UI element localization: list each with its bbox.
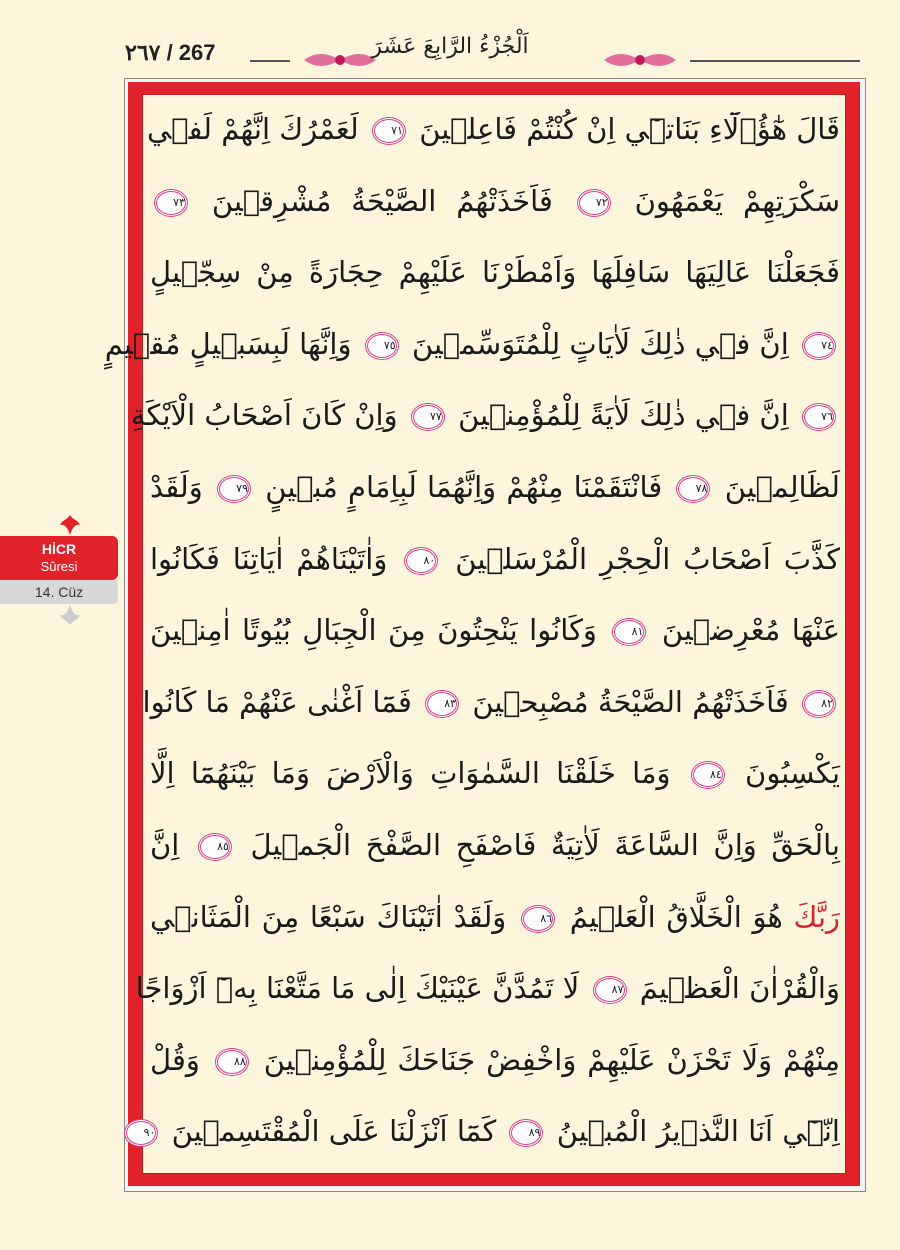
ornament-right-icon	[600, 46, 680, 74]
juz-label: 14. Cüz	[0, 580, 118, 604]
verse-text: فَاَخَذَتْهُمُ الصَّيْحَةُ مُشْرِقٖينَ	[211, 183, 553, 218]
fleur-top-icon	[58, 514, 82, 536]
text-line	[150, 452, 840, 524]
text-line	[150, 738, 840, 810]
ayah-marker-icon: ٧٩	[217, 475, 251, 503]
verse-text: اِنَّ فٖي ذٰلِكَ لَاٰيَةً لِلْمُؤْمِنٖينَ	[458, 398, 789, 433]
ayah-marker-icon: ٨١	[612, 618, 646, 646]
ayah-marker-icon: ٧٢	[577, 189, 611, 217]
page-number: ٢٦٧ / 267	[125, 40, 216, 65]
text-line	[142, 667, 840, 739]
ayah-marker-icon: ٨٨	[215, 1048, 249, 1076]
verse-text: لَا تَمُدَّنَّ عَيْنَيْكَ اِلٰى مَا مَتَّعْنَا بِهٖٓ اَزْوَاجًا	[135, 971, 580, 1006]
verse-text: اِنّٖٓي اَنَا النَّذٖيرُ الْمُبٖينُ	[556, 1114, 840, 1149]
ayah-marker-icon: ٧٣	[154, 189, 188, 217]
ayah-marker-icon: ٨٩	[509, 1119, 543, 1147]
surah-sub: Sûresi	[40, 559, 78, 574]
verse-text: وَقُلْ	[150, 1042, 200, 1077]
ayah-marker-icon: ٧٧	[411, 403, 445, 431]
ayah-marker-icon: ٨٧	[593, 976, 627, 1004]
verse-text: قَالَ هٰٓؤُ۬لَٓاءِ بَنَاتٖٓي اِنْ كُنْتُمْ فَاعِلٖينَ	[419, 112, 840, 146]
ayah-marker-icon: ٧٦	[802, 403, 836, 431]
verse-text: وَاِنْ كَانَ اَصْحَابُ الْاَيْكَةِ	[130, 398, 398, 433]
ayah-marker-icon: ٨٠	[404, 547, 438, 575]
text-line	[135, 953, 840, 1025]
text-line	[150, 166, 840, 238]
header-line-right	[690, 60, 860, 62]
ayah-marker-icon: ٧١	[372, 117, 406, 145]
verse-text: مِنْهُمْ وَلَا تَحْزَنْ عَلَيْهِمْ وَاخْفِضْ جَنَاحَكَ لِلْمُؤْمِنٖينَ	[263, 1042, 841, 1077]
verse-text: فَاَخَذَتْهُمُ الصَّيْحَةُ مُصْبِحٖينَ	[472, 684, 789, 719]
text-line	[150, 882, 840, 954]
ayah-marker-icon: ٧٤	[802, 332, 836, 360]
verse-text: وَالْقُرْاٰنَ الْعَظٖيمَ	[639, 971, 840, 1006]
text-line	[150, 524, 840, 596]
surah-name: HİCR	[41, 541, 77, 557]
text-line	[104, 309, 840, 381]
surah-tab[interactable]	[0, 536, 118, 604]
highlighted-word: رَبَّكَ	[793, 899, 841, 934]
text-line	[150, 810, 840, 882]
verse-text: فَانْتَقَمْنَا مِنْهُمْ وَاِنَّهُمَا لَبِاِمَامٍ مُبٖينٍ	[265, 469, 663, 504]
verse-text: وَكَانُوا يَنْحِتُونَ مِنَ الْجِبَالِ بُيُوتًا اٰمِنٖينَ	[150, 613, 597, 648]
verse-text: اِنَّ فٖي ذٰلِكَ لَاٰيَاتٍ لِلْمُتَوَسِّمٖينَ	[411, 326, 789, 361]
verse-text: فَمَٓا اَغْنٰى عَنْهُمْ مَا كَانُوا	[142, 684, 412, 719]
verse-text: لَظَالِمٖينَ	[724, 469, 841, 504]
ayah-marker-icon: ٨٤	[691, 761, 725, 789]
ayah-marker-icon: ٨٢	[802, 690, 836, 718]
ayah-marker-icon: ٨٣	[425, 690, 459, 718]
verse-text: سَكْرَتِهِمْ يَعْمَهُونَ	[634, 183, 841, 218]
page-header	[0, 0, 900, 80]
verse-text: وَلَقَدْ	[150, 469, 203, 504]
juz-title: اَلْجُزْءُ الرَّابِعَ عَشَرَ	[371, 34, 529, 59]
verse-text: اِنَّ	[150, 827, 180, 862]
verse-text: لَعَمْرُكَ اِنَّهُمْ لَفٖي	[146, 112, 359, 146]
ayah-marker-icon: ٨٦	[521, 905, 555, 933]
verse-text: وَمَا خَلَقْنَا السَّمٰوَاتِ وَالْاَرْضَ وَمَا بَيْنَهُمَٓا اِلَّا	[150, 756, 671, 791]
header-line-left	[250, 60, 290, 62]
verse-text: يَكْسِبُونَ	[745, 756, 841, 791]
ayah-marker-icon: ٨٥	[198, 833, 232, 861]
verse-text: عَنْهَا مُعْرِضٖينَ	[661, 613, 840, 648]
ayah-marker-icon: ٧٨	[676, 475, 710, 503]
fleur-bottom-icon	[58, 604, 82, 626]
verse-text: كَمَٓا اَنْزَلْنَا عَلَى الْمُقْتَسِمٖينَ	[171, 1114, 497, 1149]
verse-text: وَاٰتَيْنَاهُمْ اٰيَاتِنَا فَكَانُوا	[150, 541, 388, 576]
verse-text: وَلَقَدْ اٰتَيْنَاكَ سَبْعًا مِنَ الْمَثَانٖي	[150, 899, 507, 934]
ayah-marker-icon: ٩٠	[124, 1119, 158, 1147]
ayah-marker-icon: ٧٥	[365, 332, 399, 360]
text-line	[150, 595, 840, 667]
text-line	[143, 1096, 840, 1168]
text-line	[150, 237, 840, 309]
verse-text: هُوَ الْخَلَّاقُ الْعَلٖيمُ	[569, 899, 783, 934]
text-lines	[104, 94, 841, 1168]
text-line	[130, 380, 840, 452]
text-line	[146, 94, 840, 166]
verse-text: كَذَّبَ اَصْحَابُ الْحِجْرِ الْمُرْسَلٖينَ	[455, 541, 841, 576]
verse-text: فَجَعَلْنَا عَالِيَهَا سَافِلَهَا وَاَمْطَرْنَا عَلَيْهِمْ حِجَارَةً مِنْ سِجّٖيلٍ	[150, 255, 840, 290]
verse-text: وَاِنَّهَا لَبِسَبٖيلٍ مُقٖيمٍ	[104, 326, 352, 361]
verse-text: بِالْحَقِّ وَاِنَّ السَّاعَةَ لَاٰتِيَةٌ فَاصْفَحِ الصَّفْحَ الْجَمٖيلَ	[250, 827, 840, 862]
surah-label	[0, 536, 118, 580]
text-line	[150, 1025, 840, 1097]
